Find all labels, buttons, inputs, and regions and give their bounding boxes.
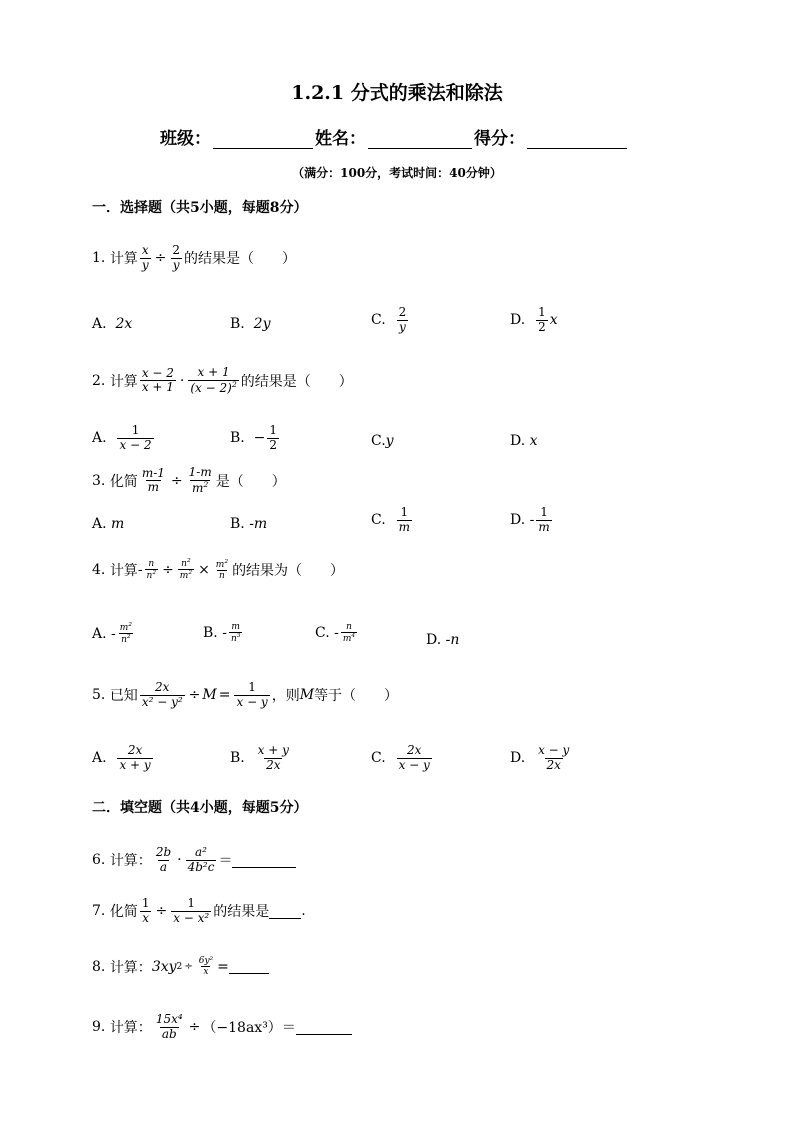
question-suffix: ，则 <box>271 688 300 705</box>
fraction: $\frac{m-1}{m}$ <box>141 465 165 495</box>
question-number: 3. <box>92 472 106 489</box>
question-suffix: 的结果是 <box>213 904 270 921</box>
fraction: $\frac{2x}{\text{x² − y²}}$ <box>141 680 183 709</box>
operator: × <box>198 561 210 578</box>
fraction: $\frac{1}{x}$ <box>141 896 150 925</box>
equals-sign: = <box>217 958 229 975</box>
score-label: 得分： <box>474 129 525 149</box>
fraction: $\frac{1}{\text{x − x²}}$ <box>173 896 210 925</box>
score-blank[interactable] <box>527 130 627 149</box>
page-title: 1.2.1 分式的乘法和除法 <box>291 82 503 104</box>
q5-option-c[interactable]: C. $\frac{2x}{x - y}$ <box>371 743 430 772</box>
answer-blank[interactable] <box>229 959 269 974</box>
question-prefix: 计算： <box>109 1020 152 1037</box>
fraction: $\frac{\text{6y²}}{x}$ <box>198 956 214 978</box>
q2-option-a[interactable]: A. $\frac{1}{x - 2}$ <box>92 423 152 452</box>
question-number: 2. <box>92 372 106 389</box>
question-suffix: 的结果是（ ） <box>183 251 296 268</box>
operator: ÷ <box>155 903 168 920</box>
answer-blank[interactable] <box>296 1020 352 1035</box>
question-number: 5. <box>92 687 106 704</box>
equals-sign: ＝ <box>281 1020 296 1037</box>
question-number: 8. <box>92 958 106 975</box>
q5-option-d[interactable]: D. $\frac{x - y}{2x}$ <box>510 743 570 772</box>
student-info-row <box>160 124 629 149</box>
question-number: 4. <box>92 561 106 578</box>
answer-blank[interactable] <box>232 853 296 868</box>
answer-blank[interactable] <box>269 904 301 919</box>
q2-option-c[interactable]: C. y <box>371 433 394 449</box>
fraction: $\frac{x}{y}$ <box>141 243 149 272</box>
fraction: $\frac{\text{a²}}{\text{4b²c}}$ <box>187 845 215 874</box>
question-5 <box>92 681 398 710</box>
fraction: $\frac{x + 1}{(x - 2)^2}$ <box>190 365 237 395</box>
question-9 <box>92 1013 352 1042</box>
q3-option-d[interactable]: D. - $\frac{1}{m}$ <box>510 505 550 534</box>
fraction: $\frac{2b}{a}$ <box>155 845 172 874</box>
q1-option-b[interactable]: B. 2y <box>230 316 271 332</box>
operator: ÷ <box>188 1019 201 1036</box>
exam-note: （满分：100分，考试时间：40分钟） <box>292 166 502 180</box>
fraction: $\frac{\text{15x⁴}}{ab}$ <box>155 1012 183 1041</box>
question-prefix: 计算 <box>109 373 138 390</box>
fraction: $\frac{x - 2}{x + 1}$ <box>141 365 174 395</box>
fraction: $\frac{m^2}{n}$ <box>215 558 229 581</box>
operator: ÷ <box>154 250 167 267</box>
question-prefix: 计算 <box>109 251 138 268</box>
q1-option-c[interactable]: C. $\frac{2}{y}$ <box>371 305 407 334</box>
question-2 <box>92 366 353 396</box>
q4-option-a[interactable]: A. - $\frac{m^2}{n^2}$ <box>92 622 133 646</box>
fraction: $\frac{1-m}{m^2}$ <box>188 465 212 495</box>
equals-sign: ＝ <box>218 853 233 870</box>
variable-m: M <box>202 687 217 704</box>
q1-option-d[interactable]: D. $\frac{1}{2}$ x <box>510 305 558 334</box>
section-choice-heading: 一．选择题（共5小题，每题8分） <box>92 200 308 216</box>
question-3 <box>92 466 286 496</box>
equals-sign: = <box>218 687 231 704</box>
q2-option-d[interactable]: D. x <box>510 433 538 449</box>
question-number: 1. <box>92 250 106 267</box>
q5-option-b[interactable]: B. $\frac{x + y}{2x}$ <box>230 743 289 772</box>
question-prefix: 计算： <box>109 959 152 976</box>
question-4 <box>92 558 344 582</box>
question-suffix: 等于（ ） <box>314 688 399 705</box>
q5-option-a[interactable]: A. $\frac{2x}{x + y}$ <box>92 743 151 772</box>
operator: ÷ <box>162 561 174 578</box>
expression: （−18ax³） <box>202 1020 282 1037</box>
fraction: $\frac{n^2}{m^2}$ <box>179 558 193 582</box>
name-label: 姓名： <box>315 129 366 149</box>
question-6 <box>92 846 296 875</box>
question-prefix: 计算 <box>109 562 138 579</box>
question-suffix: 的结果是（ ） <box>240 373 353 390</box>
operator: ÷ <box>170 472 183 489</box>
name-blank[interactable] <box>368 130 472 149</box>
question-prefix: 化简 <box>109 473 138 490</box>
section-fill-heading: 二．填空题（共4小题，每题5分） <box>92 800 308 816</box>
question-prefix: 已知 <box>109 688 138 705</box>
question-number: 9. <box>92 1019 106 1036</box>
q3-option-a[interactable]: A. m <box>92 516 125 532</box>
class-blank[interactable] <box>213 130 313 149</box>
q4-option-c[interactable]: C. - $\frac{n}{m^4}$ <box>315 622 356 645</box>
question-8 <box>92 956 269 978</box>
q3-option-b[interactable]: B. -m <box>230 516 268 532</box>
q2-option-b[interactable]: B. − $\frac{1}{2}$ <box>230 423 278 452</box>
fraction: $\frac{1}{x - y}$ <box>236 680 268 709</box>
question-7 <box>92 897 306 926</box>
question-1 <box>92 244 296 273</box>
operator: ÷ <box>184 961 193 973</box>
variable-m: M <box>299 687 315 704</box>
operator: ÷ <box>188 687 201 704</box>
question-number: 6. <box>92 852 106 869</box>
expression: 3xy <box>151 958 177 975</box>
q1-option-a[interactable]: A. 2x <box>92 316 133 332</box>
operator: · <box>179 372 185 389</box>
minus-sign: - <box>137 561 143 578</box>
question-number: 7. <box>92 903 106 920</box>
question-prefix: 化简 <box>109 904 138 921</box>
question-prefix: 计算： <box>109 853 152 870</box>
class-label: 班级： <box>160 129 211 149</box>
exponent: 2 <box>176 961 183 972</box>
question-suffix: 是（ ） <box>215 473 286 490</box>
fraction: $\frac{2}{y}$ <box>172 243 180 272</box>
operator: · <box>177 852 182 869</box>
q4-option-b[interactable]: B. - $\frac{m}{n^3}$ <box>203 622 241 645</box>
q3-option-c[interactable]: C. $\frac{1}{m}$ <box>371 505 410 534</box>
q4-option-d[interactable]: D. -n <box>426 632 460 648</box>
fraction: $\frac{n}{n^2}$ <box>146 558 157 581</box>
period: . <box>301 903 306 920</box>
question-suffix: 的结果为（ ） <box>232 562 345 579</box>
